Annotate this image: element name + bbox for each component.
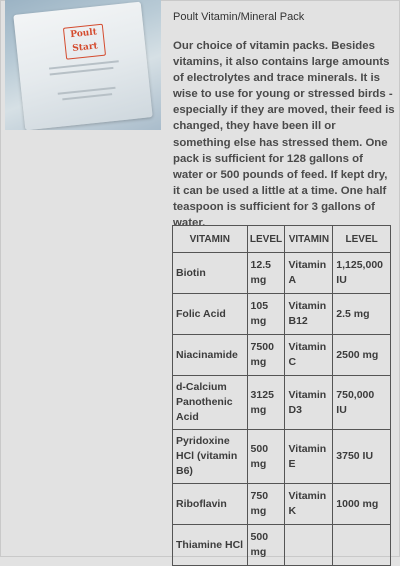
product-image xyxy=(5,0,161,130)
table-cell: 12.5 mg xyxy=(247,253,285,294)
table-row xyxy=(173,253,391,294)
table-cell: Vitamin K xyxy=(285,484,333,525)
vitamin-table xyxy=(172,225,391,566)
table-cell: Vitamin A xyxy=(285,253,333,294)
table-cell: Vitamin B12 xyxy=(285,294,333,335)
table-cell xyxy=(333,525,391,566)
table-row xyxy=(173,430,391,484)
table-row xyxy=(173,376,391,430)
column-header: LEVEL xyxy=(333,226,391,253)
table-cell: d-Calcium Panothenic Acid xyxy=(173,376,248,430)
table-cell: 7500 mg xyxy=(247,335,285,376)
product-bag-image xyxy=(13,2,152,130)
table-cell: 3750 IU xyxy=(333,430,391,484)
table-cell: 500 mg xyxy=(247,525,285,566)
table-cell: Folic Acid xyxy=(173,294,248,335)
table-cell: 1000 mg xyxy=(333,484,391,525)
column-header: LEVEL xyxy=(247,226,285,253)
table-cell: 2500 mg xyxy=(333,335,391,376)
table-cell xyxy=(285,525,333,566)
table-cell: Thiamine HCl xyxy=(173,525,248,566)
table-cell: 1,125,000 IU xyxy=(333,253,391,294)
table-cell: Niacinamide xyxy=(173,335,248,376)
table-cell: 500 mg xyxy=(247,430,285,484)
table-header-row xyxy=(173,226,391,253)
column-header: VITAMIN xyxy=(173,226,248,253)
table-cell: 750,000 IU xyxy=(333,376,391,430)
table-row xyxy=(173,525,391,566)
table-cell: 105 mg xyxy=(247,294,285,335)
table-cell: Pyridoxine HCl (vitamin B6) xyxy=(173,430,248,484)
product-title: Poult Vitamin/Mineral Pack xyxy=(173,11,305,23)
table-cell: Vitamin C xyxy=(285,335,333,376)
table-row xyxy=(173,335,391,376)
product-description: Our choice of vitamin packs. Besides vitamins, it also contains large amounts of electrolytes and trace minerals. It is wise to use for young or stressed birds - especially if they are moved, their feed is changed, they have been ill or something else has stressed them. One pack is sufficient for 128 gallons of water or 500 pounds of feed. If kept dry, it can be used a little at a time. One half teaspoon is sufficient for 3 gallons of water. xyxy=(173,40,395,230)
table-cell: 3125 mg xyxy=(247,376,285,430)
table-cell: Riboflavin xyxy=(173,484,248,525)
table-cell: Biotin xyxy=(173,253,248,294)
bag-text-line xyxy=(62,93,112,100)
table-row xyxy=(173,294,391,335)
table-cell: 750 mg xyxy=(247,484,285,525)
table-cell: Vitamin D3 xyxy=(285,376,333,430)
column-header: VITAMIN xyxy=(285,226,333,253)
bag-logo: Poult Start xyxy=(63,24,106,60)
table-row xyxy=(173,484,391,525)
table-cell: Vitamin E xyxy=(285,430,333,484)
table-cell: 2.5 mg xyxy=(333,294,391,335)
